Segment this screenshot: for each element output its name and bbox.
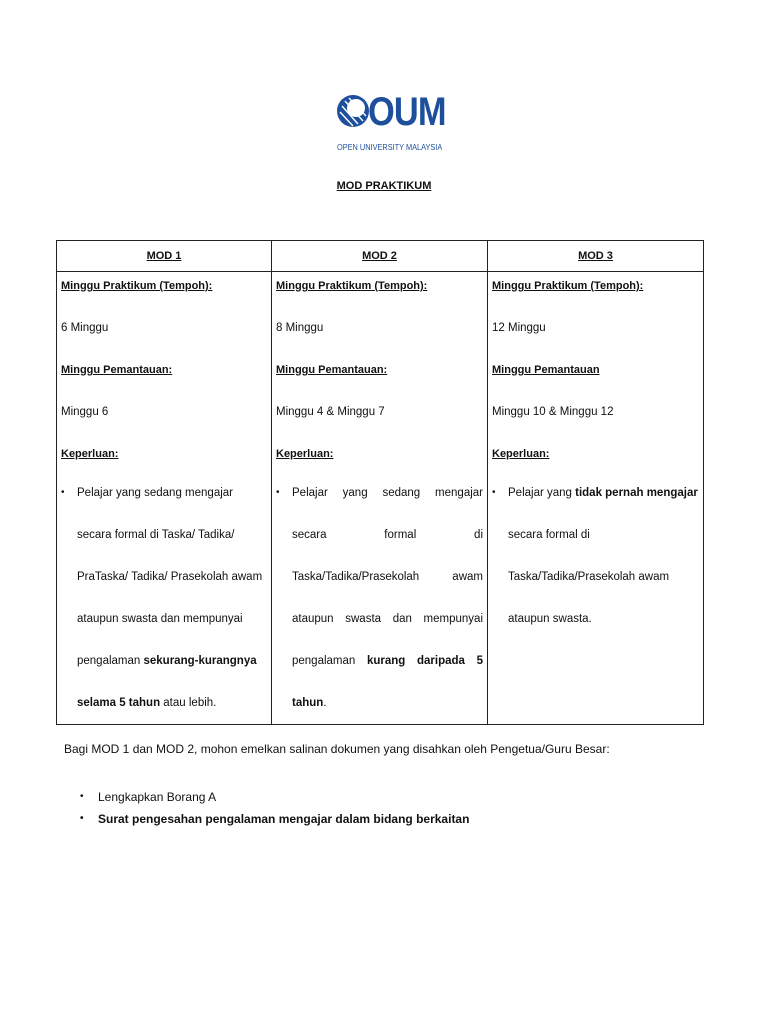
oum-logo <box>336 90 446 164</box>
requirement-text-bold: tidak pernah mengajar <box>575 487 698 499</box>
requirement-item <box>61 472 267 724</box>
bullet-icon: • <box>80 813 84 824</box>
list-item-text: Lengkapkan Borang A <box>98 790 217 804</box>
page-title <box>0 180 768 192</box>
requirement-text-after: atau lebih. <box>160 697 217 709</box>
table-row <box>57 272 704 725</box>
column-header-text: MOD 1 <box>146 250 182 262</box>
logo-wordmark: OUM <box>368 90 446 134</box>
mod-table <box>56 240 704 725</box>
requirement-text-after: . <box>323 697 327 709</box>
duration-label: Minggu Praktikum (Tempoh): <box>61 280 213 292</box>
requirement-text-bold: kurang daripada 5 tahun <box>292 655 484 709</box>
requirement-text-bold: sekurang-kurangnya selama 5 tahun <box>77 655 257 709</box>
requirement-label: Keperluan: <box>276 448 334 460</box>
monitoring-value: Minggu 4 & Minggu 7 <box>276 406 385 418</box>
document-list <box>80 786 469 830</box>
monitoring-value: Minggu 6 <box>61 406 109 418</box>
list-item <box>80 808 469 830</box>
oum-globe-icon <box>336 94 370 128</box>
monitoring-label: Minggu Pemantauan: <box>276 364 388 376</box>
monitoring-value: Minggu 10 & Minggu 12 <box>492 406 614 418</box>
monitoring-label: Minggu Pemantauan: <box>61 364 173 376</box>
column-header <box>488 241 704 272</box>
requirement-text-before: Pelajar yang sedang mengajar secara formal di Taska/Tadika/Prasekolah awam ataupun swasta dan mempunyai pengalaman <box>292 487 483 667</box>
requirement-text-before: Pelajar yang sedang mengajar secara formal di Taska/ Tadika/ PraTaska/ Tadika/ Prasekolah awam ataupun swasta dan mempunyai pengalaman <box>77 487 263 667</box>
requirement-item <box>492 472 699 640</box>
duration-value: 12 Minggu <box>492 322 546 334</box>
duration-label: Minggu Praktikum (Tempoh): <box>492 280 644 292</box>
instruction-note: Bagi MOD 1 dan MOD 2, mohon emelkan salinan dokumen yang disahkan oleh Pengetua/Guru Besar: <box>64 742 610 756</box>
bullet-icon: • <box>492 487 496 498</box>
bullet-icon: • <box>276 487 280 498</box>
requirement-label: Keperluan: <box>492 448 550 460</box>
requirement-text-after: secara formal di Taska/Tadika/Prasekolah awam ataupun swasta. <box>508 529 670 625</box>
requirement-label: Keperluan: <box>61 448 119 460</box>
list-item-text: Surat pengesahan pengalaman mengajar dalam bidang berkaitan <box>98 812 470 826</box>
column-header <box>57 241 272 272</box>
duration-value: 6 Minggu <box>61 322 109 334</box>
list-item <box>80 786 469 808</box>
column-header-text: MOD 3 <box>578 250 613 262</box>
requirement-text-before: Pelajar yang <box>508 487 576 499</box>
bullet-icon: • <box>80 791 84 802</box>
mod-2-cell <box>272 272 488 725</box>
requirement-item <box>276 472 483 724</box>
bullet-icon: • <box>61 487 65 498</box>
monitoring-label: Minggu Pemantauan <box>492 364 600 376</box>
logo-subtitle: OPEN UNIVERSITY MALAYSIA <box>337 143 443 152</box>
page-title-text: MOD PRAKTIKUM <box>336 180 432 192</box>
column-header <box>272 241 488 272</box>
mod-3-cell <box>488 272 704 725</box>
table-header-row <box>57 241 704 272</box>
duration-label: Minggu Praktikum (Tempoh): <box>276 280 428 292</box>
column-header-text: MOD 2 <box>362 250 397 262</box>
duration-value: 8 Minggu <box>276 322 324 334</box>
mod-1-cell <box>57 272 272 725</box>
